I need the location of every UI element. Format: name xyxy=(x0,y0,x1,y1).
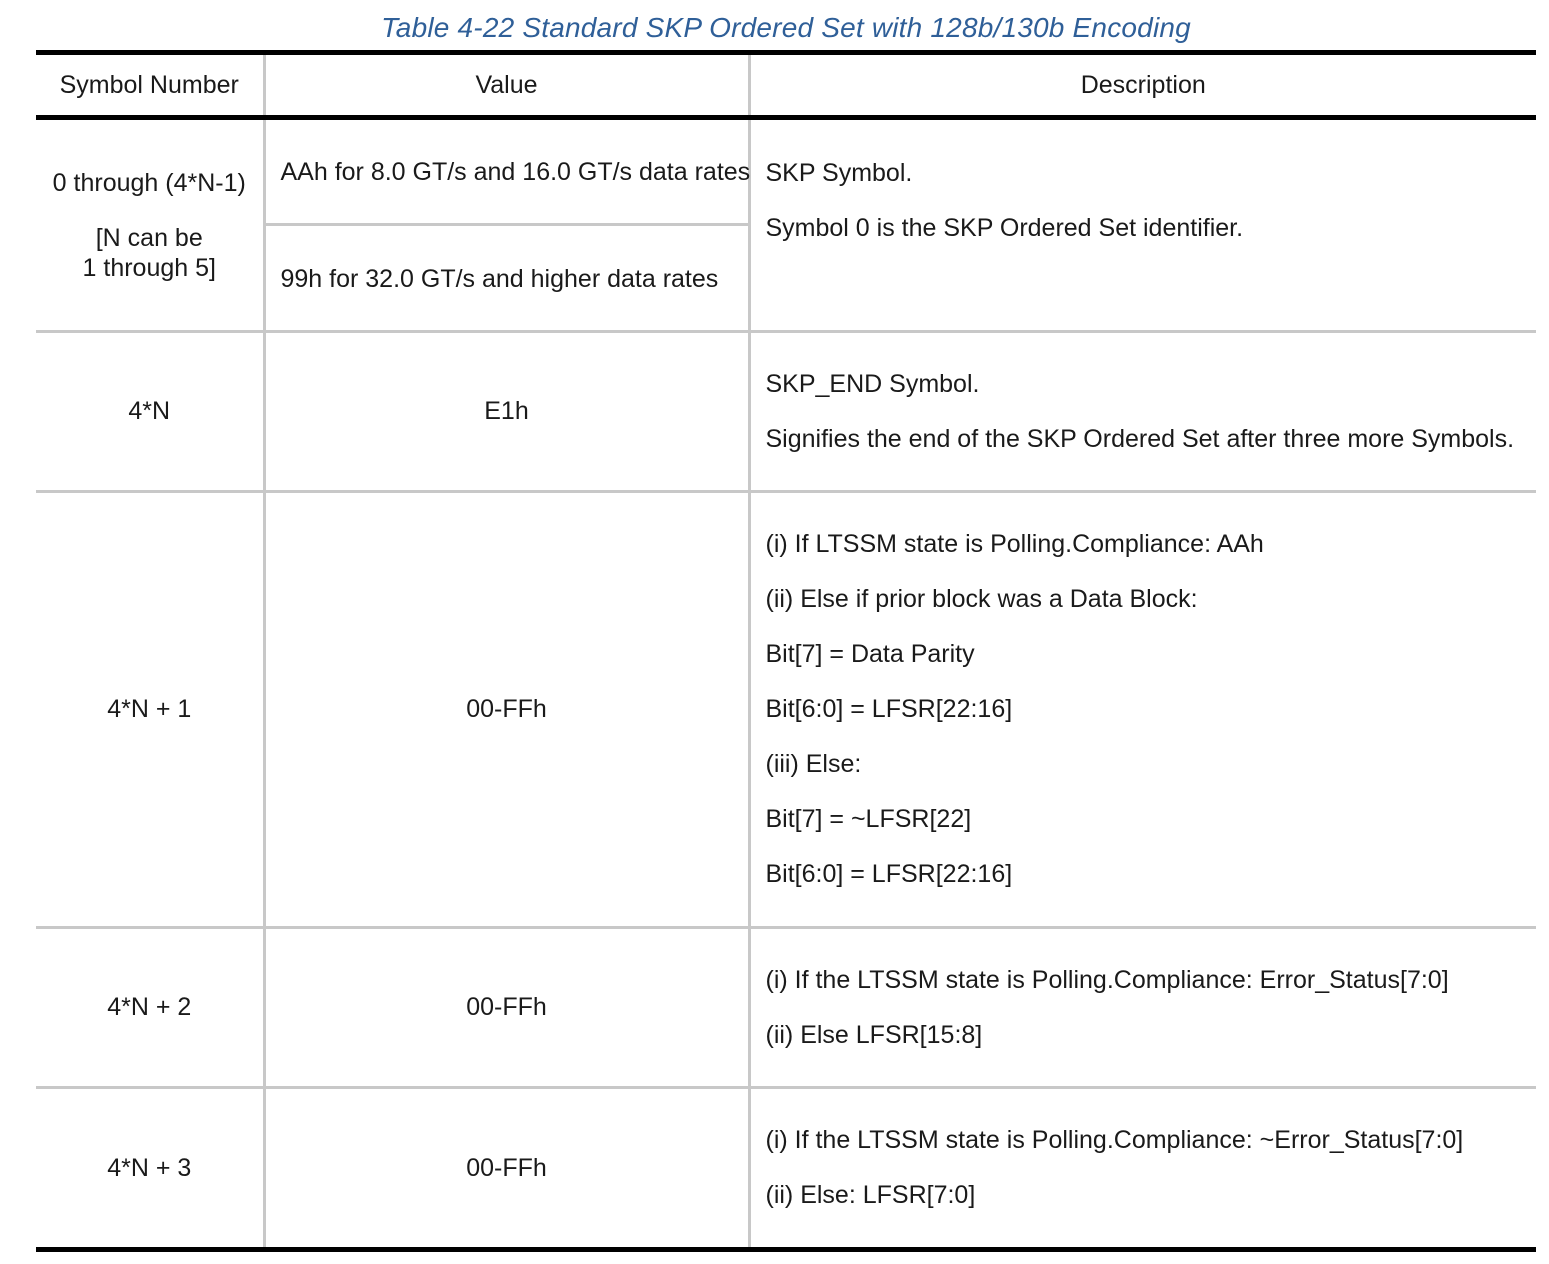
description-line: Bit[6:0] = LFSR[22:16] xyxy=(765,695,1013,723)
description-line: (i) If the LTSSM state is Polling.Compliance: Error_Status[7:0] xyxy=(765,965,1449,994)
description-line: (i) If the LTSSM state is Polling.Compliance: ~Error_Status[7:0] xyxy=(765,1126,1464,1154)
description-line: Symbol 0 is the SKP Ordered Set identifier. xyxy=(765,214,1244,242)
symbol-cell xyxy=(36,118,264,332)
symbol-note: 1 through 5] xyxy=(82,253,216,282)
description-line: (ii) Else: LFSR[7:0] xyxy=(765,1181,976,1209)
value-cell: 00-FFh xyxy=(264,1088,749,1250)
table-row xyxy=(36,928,1536,1088)
description-line: SKP Symbol. xyxy=(765,159,913,187)
description-line: (i) If LTSSM state is Polling.Compliance: AAh xyxy=(765,530,1264,558)
value-text: AAh for 8.0 GT/s and 16.0 GT/s data rates xyxy=(266,120,748,226)
value-cell: 00-FFh xyxy=(264,928,749,1088)
value-cell: 00-FFh xyxy=(264,492,749,928)
table-row xyxy=(36,492,1536,928)
description-cell xyxy=(749,928,1536,1088)
table-row xyxy=(36,118,1536,332)
table-caption: Table 4-22 Standard SKP Ordered Set with 128b/130b Encoding xyxy=(381,12,1191,43)
description-line: Bit[7] = ~LFSR[22] xyxy=(765,805,972,833)
description-cell xyxy=(749,492,1536,928)
header-description: Description xyxy=(749,53,1536,118)
description-line: (ii) Else if prior block was a Data Block: xyxy=(765,585,1198,613)
description-line: (iii) Else: xyxy=(765,750,862,778)
description-line: SKP_END Symbol. xyxy=(765,369,980,398)
symbol-cell: 4*N + 1 xyxy=(36,492,264,928)
value-cell xyxy=(264,118,749,332)
table-row xyxy=(36,1088,1536,1250)
header-value: Value xyxy=(264,53,749,118)
symbol-cell: 4*N + 3 xyxy=(36,1088,264,1250)
value-cell: E1h xyxy=(264,332,749,492)
description-cell xyxy=(749,1088,1536,1250)
symbol-note: [N can be xyxy=(95,223,203,252)
value-text: 99h for 32.0 GT/s and higher data rates xyxy=(280,265,719,293)
header-symbol-number: Symbol Number xyxy=(36,53,264,118)
header-row xyxy=(36,53,1536,118)
description-line: Bit[7] = Data Parity xyxy=(765,640,975,668)
table-row xyxy=(36,332,1536,492)
symbol-cell: 4*N xyxy=(36,332,264,492)
skp-ordered-set-table xyxy=(36,50,1536,1252)
description-cell xyxy=(749,332,1536,492)
description-cell xyxy=(749,118,1536,332)
description-line: (ii) Else LFSR[15:8] xyxy=(765,1020,983,1049)
symbol-text: 0 through (4*N-1) xyxy=(52,168,246,197)
description-line: Bit[6:0] = LFSR[22:16] xyxy=(765,860,1013,888)
symbol-cell: 4*N + 2 xyxy=(36,928,264,1088)
description-line: Signifies the end of the SKP Ordered Set after three more Symbols. xyxy=(765,424,1515,453)
